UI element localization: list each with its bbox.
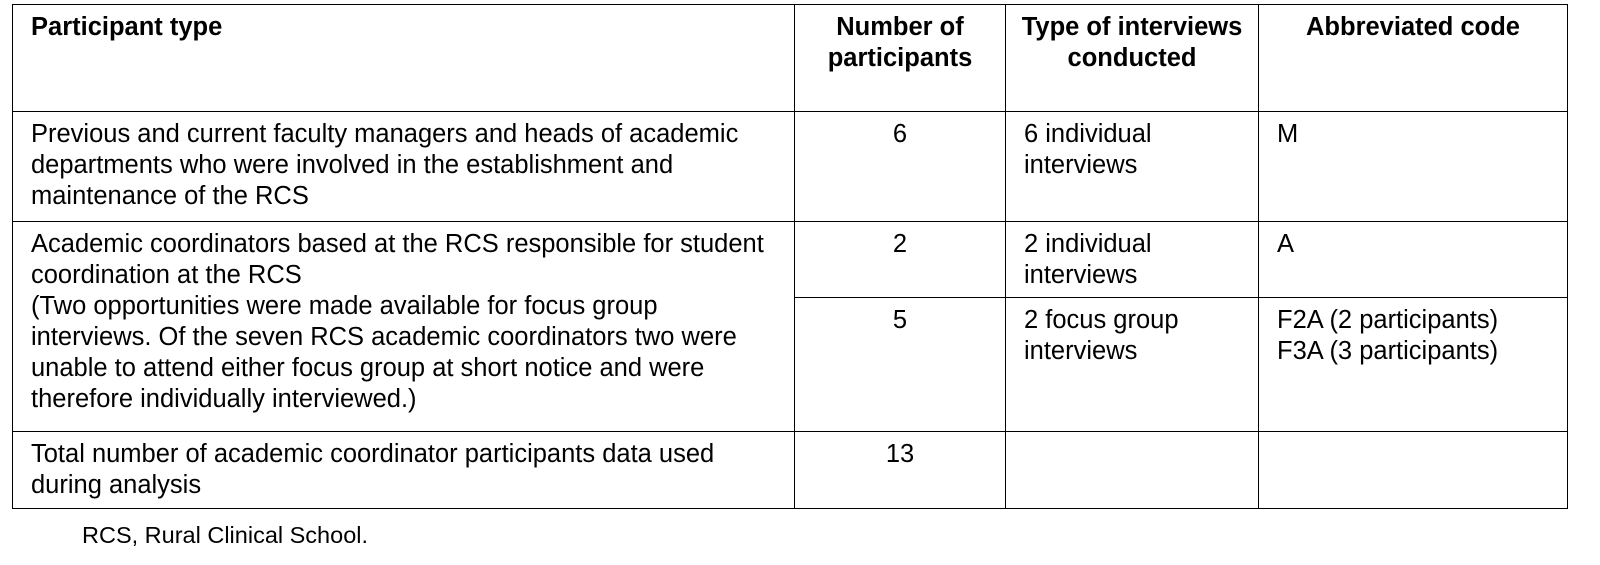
number-cell: 13 [795, 432, 1006, 509]
table-row [13, 112, 1568, 222]
code-cell: M [1259, 112, 1568, 222]
participant-type-cell: Total number of academic coordinator participants data used during analysis [13, 432, 795, 509]
header-participant-type: Participant type [13, 5, 795, 112]
interviews-cell: 6 individual interviews [1006, 112, 1259, 222]
code-cell: A [1259, 222, 1568, 298]
number-cell: 5 [795, 298, 1006, 432]
number-cell: 2 [795, 222, 1006, 298]
table-row [13, 222, 1568, 298]
code-line: F3A (3 participants) [1277, 337, 1499, 365]
header-type-of-interviews: Type of interviews conducted [1006, 5, 1259, 112]
interviews-cell [1006, 432, 1259, 509]
number-cell: 6 [795, 112, 1006, 222]
participant-type-cell: Previous and current faculty managers and heads of academic departments who were involved in the establishment and maintenance of the RCS [13, 112, 795, 222]
interviews-cell: 2 focus group interviews [1006, 298, 1259, 432]
header-abbreviated-code: Abbreviated code [1259, 5, 1568, 112]
participant-type-cell [13, 222, 795, 432]
table-footnote: RCS, Rural Clinical School. [82, 522, 369, 548]
interviews-cell: 2 individual interviews [1006, 222, 1259, 298]
participants-table [12, 4, 1568, 509]
code-cell [1259, 432, 1568, 509]
participant-type-note: (Two opportunities were made available for focus group interviews. Of the seven RCS academic coordinators two were unable to attend either focus group at short notice and were therefore individually interviewed.) [31, 292, 737, 413]
total-row [13, 432, 1568, 509]
code-cell [1259, 298, 1568, 432]
code-line: F2A (2 participants) [1277, 306, 1499, 334]
header-row [13, 5, 1568, 112]
participant-type-main: Academic coordinators based at the RCS responsible for student coordination at the RCS [31, 230, 764, 289]
header-number-of-participants: Number of participants [795, 5, 1006, 112]
